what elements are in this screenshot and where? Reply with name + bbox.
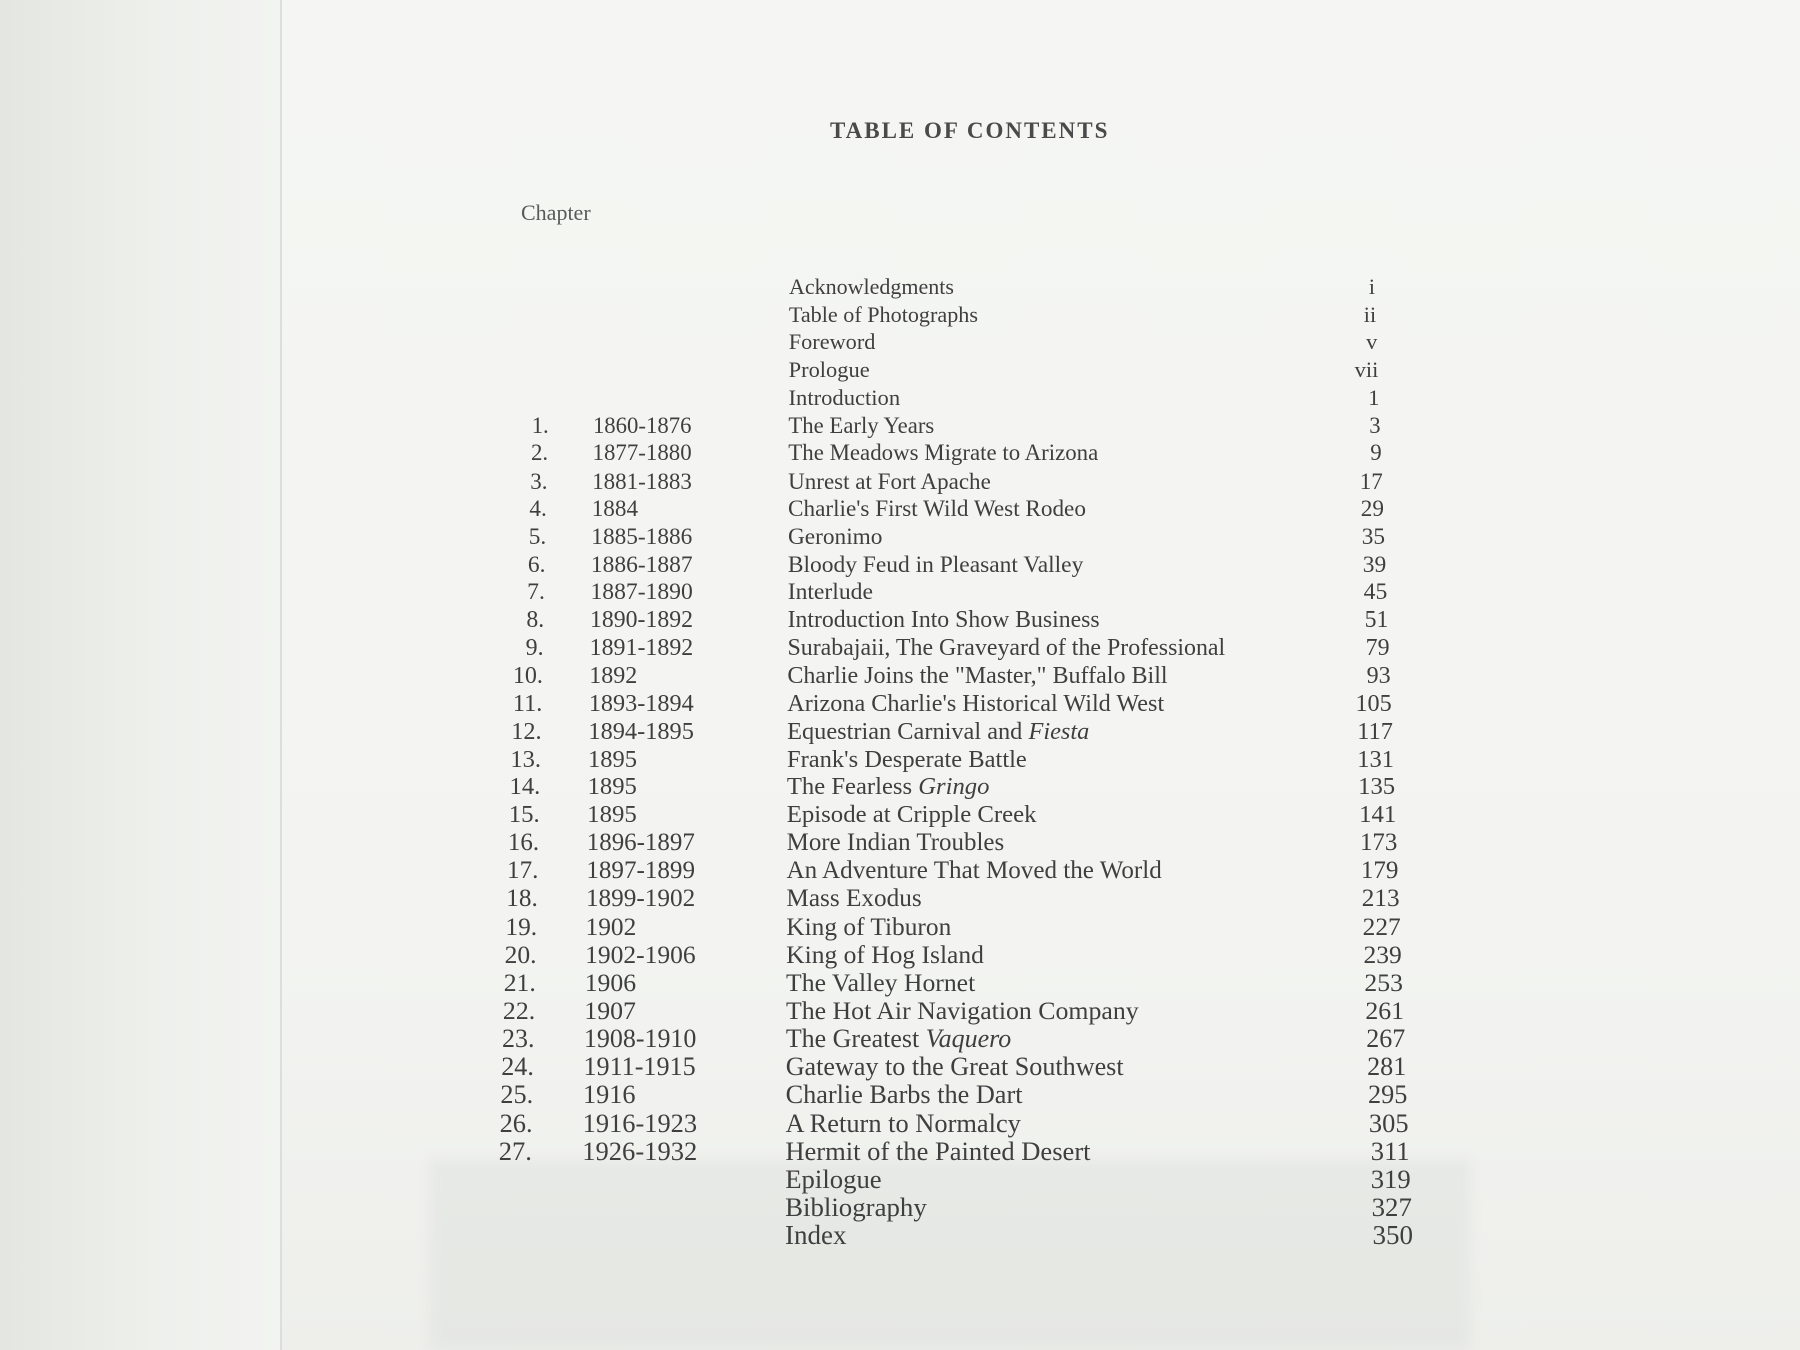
chapter-number: 22. (502, 995, 536, 1025)
chapter-title-text: Introduction Into Show Business (787, 607, 1100, 634)
page-number: 105 (1355, 689, 1392, 717)
chapter-years: 1897-1899 (586, 857, 696, 885)
chapter-title (785, 1079, 1023, 1109)
toc-entry (0, 524, 1800, 550)
chapter-number: 14. (509, 773, 541, 801)
chapter-title-text: Episode at Cripple Creek (786, 801, 1037, 829)
chapter-title-text: The Hot Air Navigation Company (785, 995, 1139, 1025)
chapter-title-text: Index (785, 1220, 847, 1250)
page-number: 261 (1365, 995, 1405, 1025)
chapter-years: 1893-1894 (588, 689, 694, 717)
chapter-number: 15. (508, 801, 540, 829)
chapter-number: 4. (529, 495, 547, 522)
page-number: 267 (1366, 1023, 1406, 1053)
chapter-title-text: Acknowledgments (789, 274, 954, 299)
toc-entry (0, 329, 1800, 355)
chapter-title (788, 607, 1100, 633)
chapter-title (785, 1023, 1012, 1053)
chapter-years: 1896-1897 (586, 829, 695, 857)
chapter-title (788, 468, 991, 494)
chapter-title (785, 1163, 882, 1194)
chapter-title-text: More Indian Troubles (786, 829, 1005, 857)
toc-entry (0, 496, 1800, 522)
chapter-title (787, 663, 1167, 689)
chapter-title-text: Geronimo (787, 523, 883, 550)
chapter-number: 5. (528, 523, 547, 550)
toc-entry (0, 274, 1800, 300)
chapter-title (789, 357, 870, 383)
page-number: 45 (1363, 579, 1388, 606)
chapter-number: 18. (506, 885, 538, 913)
page-number: 3 (1369, 412, 1381, 438)
toc-entry (0, 607, 1800, 633)
chapter-years: 1877-1880 (592, 440, 692, 466)
page-number: 173 (1359, 829, 1398, 857)
chapter-years: 1891-1892 (589, 635, 694, 662)
chapter-number: 12. (511, 717, 542, 745)
toc-entry (0, 747, 1800, 773)
page-title: TABLE OF CONTENTS (830, 118, 1110, 143)
chapter-title-text: The Fearless (786, 773, 919, 801)
toc-entry (0, 774, 1800, 800)
page-number: 141 (1359, 801, 1397, 829)
chapter-number: 13. (510, 745, 541, 773)
toc-entry (0, 440, 1800, 466)
chapter-title (788, 440, 1098, 466)
chapter-title-italic: Gringo (918, 773, 990, 801)
chapter-title (787, 635, 1225, 661)
toc-entry (0, 802, 1800, 828)
chapter-title-text: King of Tiburon (786, 912, 952, 941)
chapter-years: 1895 (587, 801, 637, 829)
chapter-years: 1860-1876 (592, 412, 692, 438)
chapter-title (789, 329, 876, 355)
chapter-years: 1899-1902 (585, 885, 696, 913)
chapter-number: 25. (500, 1079, 534, 1109)
page-number: 131 (1357, 745, 1394, 773)
toc-entry (0, 691, 1800, 717)
toc-entry (0, 1079, 1800, 1109)
chapter-title (786, 914, 951, 940)
chapter-title-text: Table of Photographs (788, 301, 978, 327)
chapter-years: 1902 (585, 912, 637, 941)
chapter-title-text: Charlie Barbs the Dart (785, 1079, 1023, 1109)
chapter-title-text: Mass Exodus (786, 885, 922, 913)
toc-entry (0, 413, 1800, 439)
chapter-years: 1892 (589, 662, 638, 689)
page-number: 79 (1365, 635, 1390, 662)
chapter-title (786, 967, 976, 997)
chapter-title-text: Epilogue (785, 1163, 882, 1194)
page-number: 179 (1360, 857, 1399, 885)
chapter-title (785, 995, 1139, 1025)
chapter-number: 8. (526, 607, 545, 634)
chapter-number: 1. (531, 412, 549, 438)
toc-entry (0, 1107, 1800, 1138)
chapter-number: 21. (503, 967, 536, 997)
page-number: 281 (1367, 1051, 1407, 1081)
chapter-number: 11. (512, 689, 543, 717)
chapter-number: 19. (505, 912, 538, 941)
toc-entry (0, 1023, 1800, 1053)
page-number: i (1368, 274, 1375, 299)
toc-entry (0, 1191, 1800, 1222)
chapter-years: 1908-1910 (583, 1023, 697, 1053)
page-number: 213 (1361, 885, 1400, 913)
chapter-title (785, 1222, 846, 1248)
chapter-number: 17. (507, 857, 539, 885)
toc-entry (0, 1135, 1800, 1166)
chapter-years: 1916 (583, 1079, 636, 1109)
page-number: 295 (1368, 1079, 1408, 1109)
page-number: vii (1354, 357, 1379, 383)
chapter-title-text: Equestrian Carnival and (787, 717, 1029, 745)
toc-entry (0, 967, 1800, 997)
chapter-title (785, 1107, 1021, 1138)
chapter-number: 10. (512, 662, 543, 689)
toc-entry (0, 579, 1800, 605)
chapter-title (786, 939, 984, 969)
page-number: 39 (1362, 551, 1387, 578)
chapter-title (787, 719, 1089, 745)
chapter-title-text: The Meadows Migrate to Arizona (788, 440, 1099, 466)
chapter-title-italic: Vaquero (925, 1023, 1012, 1053)
toc-entry (0, 914, 1800, 940)
page-number: 305 (1368, 1107, 1409, 1138)
toc-entry (0, 385, 1800, 411)
chapter-title-text: Surabajaii, The Graveyard of the Professional (787, 635, 1226, 662)
chapter-title-text: Foreword (788, 329, 876, 355)
chapter-title (785, 1135, 1091, 1166)
chapter-years: 1884 (591, 495, 639, 522)
toc-entry (0, 357, 1800, 383)
page-number: 1 (1368, 384, 1380, 410)
toc-entry (0, 995, 1800, 1025)
chapter-number: 26. (499, 1107, 533, 1138)
chapter-years: 1906 (584, 967, 637, 997)
toc-entry (0, 1163, 1800, 1194)
chapter-years: 1881-1883 (592, 468, 692, 495)
toc-entry (0, 830, 1800, 856)
page-number: 350 (1372, 1220, 1413, 1250)
chapter-years: 1926-1932 (582, 1135, 698, 1166)
page-number: 319 (1370, 1163, 1411, 1194)
chapter-years: 1887-1890 (590, 579, 693, 606)
chapter-number: 9. (525, 635, 544, 662)
chapter-number: 20. (504, 939, 537, 969)
chapter-title-text: Prologue (788, 357, 870, 383)
chapter-title-text: Bloody Feud in Pleasant Valley (787, 551, 1084, 578)
toc-entry (0, 468, 1800, 494)
chapter-number: 23. (502, 1023, 535, 1053)
toc-entry (0, 939, 1800, 969)
toc-entry (0, 1051, 1800, 1081)
chapter-title (788, 496, 1086, 522)
chapter-title (787, 858, 1162, 884)
chapter-title-italic: Fiesta (1028, 717, 1090, 745)
chapter-title (787, 830, 1005, 856)
chapter-title-text: Charlie's First Wild West Rodeo (788, 495, 1086, 522)
page-number: 239 (1363, 939, 1402, 969)
chapter-title (788, 579, 873, 605)
page-number: 93 (1366, 662, 1391, 689)
chapter-years: 1890-1892 (590, 607, 693, 634)
page-number: 117 (1357, 717, 1393, 745)
chapter-number: 2. (530, 440, 549, 466)
chapter-number: 27. (498, 1135, 532, 1166)
toc-entry (0, 663, 1800, 689)
chapter-title-text: King of Hog Island (786, 939, 984, 969)
page-number: 51 (1364, 607, 1389, 634)
chapter-title-text: The Greatest (785, 1023, 926, 1053)
chapter-years: 1885-1886 (591, 523, 693, 550)
chapter-title-text: Introduction (788, 384, 901, 410)
page-number: v (1366, 329, 1378, 355)
chapter-years: 1894-1895 (588, 717, 694, 745)
chapter-title-text: Arizona Charlie's Historical Wild West (787, 689, 1165, 717)
toc-entry (0, 302, 1800, 328)
chapter-years: 1916-1923 (582, 1107, 698, 1138)
chapter-title (789, 274, 954, 300)
chapter-title (788, 552, 1084, 578)
chapter-years: 1911-1915 (583, 1051, 696, 1081)
chapter-title-text: An Adventure That Moved the World (786, 857, 1162, 885)
page-number: 17 (1359, 468, 1383, 495)
page-number: 311 (1370, 1135, 1410, 1166)
chapter-title (787, 747, 1027, 773)
chapter-title (785, 1051, 1124, 1081)
chapter-title (787, 774, 990, 800)
chapter-number: 24. (501, 1051, 534, 1081)
chapter-title (787, 691, 1164, 717)
chapter-title-text: The Early Years (788, 412, 935, 438)
chapter-title (788, 524, 883, 550)
page-number: 135 (1358, 773, 1396, 801)
chapter-years: 1895 (588, 745, 637, 773)
chapter-title-text: Interlude (787, 579, 873, 606)
chapter-title-text: Charlie Joins the "Master," Buffalo Bill (787, 662, 1168, 689)
page-number: 227 (1362, 912, 1401, 941)
chapter-title (786, 886, 921, 912)
chapter-title-text: Bibliography (785, 1191, 927, 1222)
chapter-years: 1907 (584, 995, 636, 1025)
chapter-title-text: Frank's Desperate Battle (787, 745, 1027, 773)
chapter-title (789, 302, 978, 328)
page-number: 29 (1360, 495, 1384, 522)
toc-entry (0, 1222, 1800, 1248)
toc-entry (0, 858, 1800, 884)
chapter-title-text: A Return to Normalcy (785, 1107, 1021, 1138)
chapter-years: 1902-1906 (585, 939, 696, 969)
chapter-title-text: The Valley Hornet (786, 967, 976, 997)
chapter-title-text: Unrest at Fort Apache (788, 468, 991, 495)
chapter-title (788, 413, 934, 439)
toc-entry (0, 635, 1800, 661)
chapter-number: 3. (530, 468, 548, 495)
page-number: 9 (1370, 440, 1382, 466)
chapter-title (789, 385, 901, 411)
page-number: 327 (1371, 1191, 1412, 1222)
chapter-title (787, 802, 1037, 828)
chapter-number: 6. (527, 551, 546, 578)
page-number: 35 (1361, 523, 1386, 550)
chapter-column-label: Chapter (521, 200, 591, 225)
page-number: 253 (1364, 967, 1403, 997)
toc-entry (0, 552, 1800, 578)
chapter-years: 1886-1887 (590, 551, 693, 578)
chapter-title-text: Gateway to the Great Southwest (785, 1051, 1124, 1081)
chapter-years: 1895 (587, 773, 637, 801)
toc-entry (0, 886, 1800, 912)
chapter-number: 16. (507, 829, 540, 857)
toc-entry (0, 719, 1800, 745)
chapter-title-text: Hermit of the Painted Desert (785, 1135, 1091, 1166)
chapter-number: 7. (527, 579, 545, 606)
page-number: ii (1363, 301, 1377, 327)
chapter-title (785, 1191, 927, 1222)
